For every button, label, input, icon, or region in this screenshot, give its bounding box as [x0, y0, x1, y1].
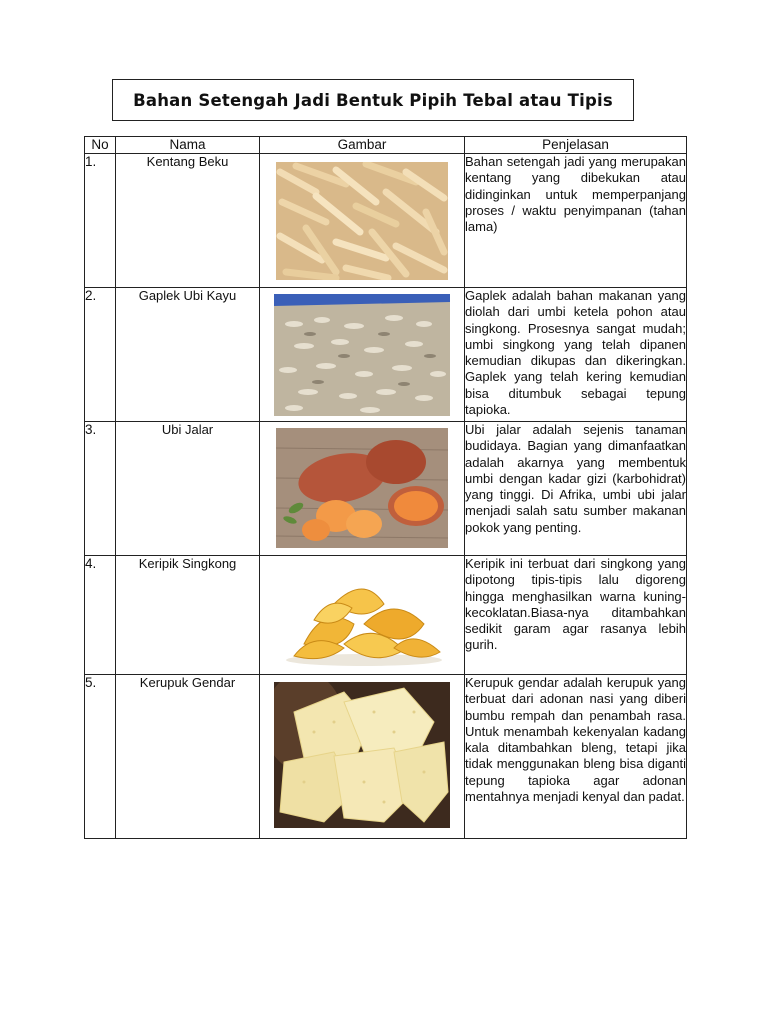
- row-name: Kerupuk Gendar: [116, 675, 260, 839]
- row-description: Ubi jalar adalah sejenis tanaman budidaya. Bagian yang dimanfaatkan adalah akarnya yang membentuk umbi dengan kadar gizi (karbohidrat) yang tinggi. Di Afrika, umbi ubi jalar menjadi salah satu sumber makanan pokok yang penting.: [465, 422, 687, 556]
- cassava-chips-image: [274, 564, 450, 670]
- header-penjelasan: Penjelasan: [465, 137, 687, 154]
- row-image-cell: [260, 422, 465, 556]
- table-row: [85, 288, 687, 422]
- sweet-potato-image: [276, 428, 448, 548]
- row-number: 1.: [85, 154, 116, 288]
- page-title: Bahan Setengah Jadi Bentuk Pipih Tebal atau Tipis: [133, 90, 613, 110]
- row-description: Bahan setengah jadi yang merupakan kentang yang dibekukan atau didinginkan untuk memperpanjang proses / waktu penyimpanan (tahan lama): [465, 154, 687, 288]
- row-description: Gaplek adalah bahan makanan yang diolah dari umbi ketela pohon atau singkong. Prosesnya sangat mudah; umbi singkong yang telah dipanen kemudian dikupas dan dikeringkan. Gaplek yang telah kering kemudian bisa ditumbuk sebagai tepung tapioka.: [465, 288, 687, 422]
- row-description: Kerupuk gendar adalah kerupuk yang terbuat dari adonan nasi yang diberi bumbu rempah dan penambah rasa. Untuk menambah kekenyalan kadang kala ditambahkan bleng, tetapi jika tidak menggunakan bleng bisa diganti tepung tapioka agar adonan mentahnya menjadi kenyal dan padat.: [465, 675, 687, 839]
- row-image-cell: [260, 288, 465, 422]
- materials-table: [84, 136, 687, 839]
- row-image-cell: [260, 154, 465, 288]
- row-image-cell: [260, 556, 465, 675]
- dried-cassava-image: [274, 294, 450, 416]
- row-number: 5.: [85, 675, 116, 839]
- table-row: [85, 556, 687, 675]
- table-row: [85, 422, 687, 556]
- row-name: Ubi Jalar: [116, 422, 260, 556]
- table-header-row: [85, 137, 687, 154]
- header-gambar: Gambar: [260, 137, 465, 154]
- header-no: No: [85, 137, 116, 154]
- row-description: Keripik ini terbuat dari singkong yang dipotong tipis-tipis lalu digoreng hingga menghasilkan warna kuning-kecoklatan.Biasa-nya ditambahkan sedikit garam agar rasanya lebih gurih.: [465, 556, 687, 675]
- row-number: 3.: [85, 422, 116, 556]
- row-name: Keripik Singkong: [116, 556, 260, 675]
- row-number: 2.: [85, 288, 116, 422]
- row-name: Kentang Beku: [116, 154, 260, 288]
- rice-crackers-image: [274, 682, 450, 828]
- table-row: [85, 154, 687, 288]
- header-nama: Nama: [116, 137, 260, 154]
- title-box: [112, 79, 634, 121]
- row-name: Gaplek Ubi Kayu: [116, 288, 260, 422]
- row-image-cell: [260, 675, 465, 839]
- frozen-fries-image: [276, 162, 448, 280]
- table-row: [85, 675, 687, 839]
- row-number: 4.: [85, 556, 116, 675]
